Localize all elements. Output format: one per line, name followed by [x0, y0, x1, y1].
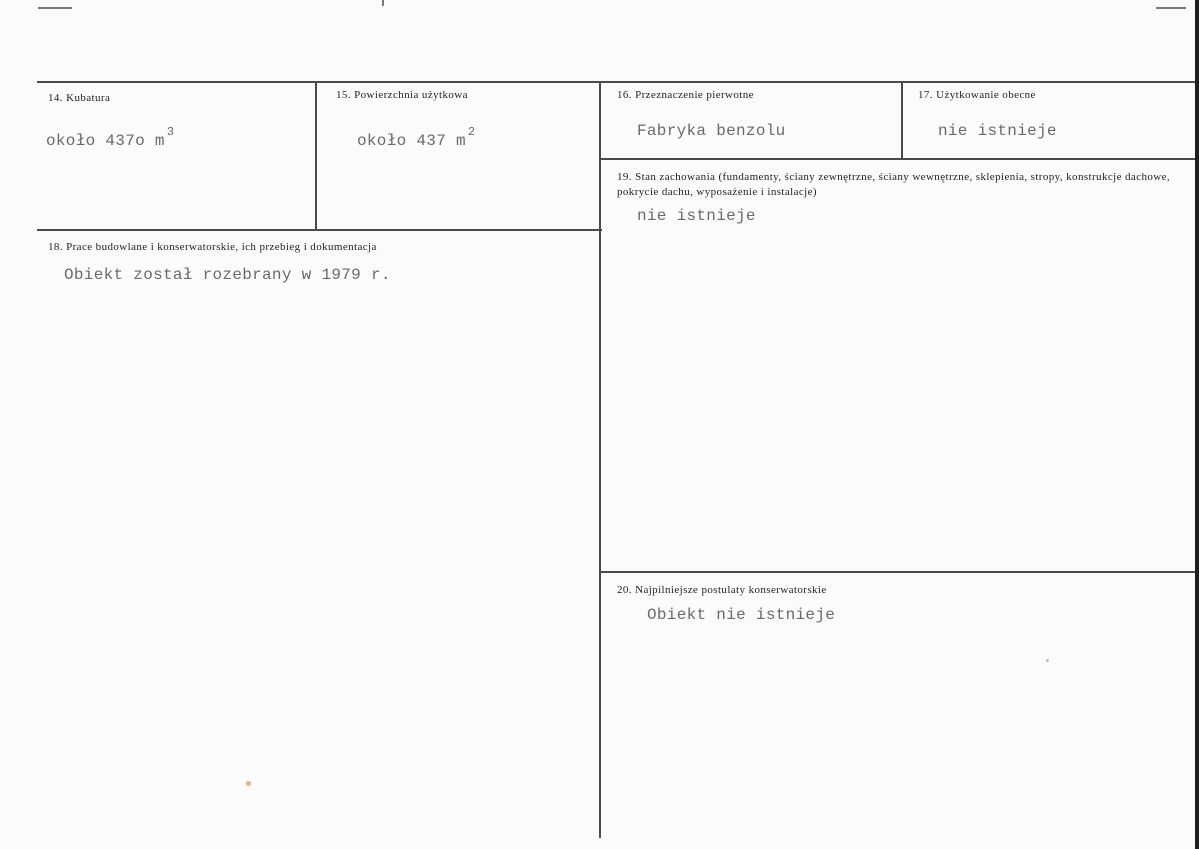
field-19-value: nie istnieje	[637, 207, 756, 225]
field-20-value: Obiekt nie istnieje	[647, 606, 836, 624]
field-15-value-text: około 437 m	[357, 132, 466, 150]
field-19-label: 19. Stan zachowania (fundamenty, ściany zewnętrzne, ściany wewnętrzne, sklepienia, stropy, konstrukcje dachowe, pokrycie dachu, wyposażenie i instalacje)	[617, 171, 1171, 198]
field-18-label: 18. Prace budowlane i konserwatorskie, ich przebieg i dokumentacja	[48, 241, 377, 253]
field-15-value	[357, 125, 475, 150]
field-20-label: 20. Najpilniejsze postulaty konserwatorskie	[617, 584, 827, 596]
field-16-label: 16. Przeznaczenie pierwotne	[617, 89, 754, 101]
top-left-mark	[38, 7, 72, 9]
top-right-mark	[1156, 7, 1186, 9]
paper-speck	[1046, 659, 1049, 662]
field-18-value: Obiekt został rozebrany w 1979 r.	[64, 266, 391, 284]
top-center-mark	[382, 0, 384, 6]
field-14-exponent: 3	[166, 125, 175, 139]
paper-speck	[246, 781, 251, 786]
field-15-label: 15. Powierzchnia użytkowa	[336, 89, 468, 101]
field-14-value	[46, 125, 174, 150]
field-14-label: 14. Kubatura	[48, 92, 111, 104]
card-edge-shadow	[1195, 0, 1199, 849]
grid-line-row1-right	[600, 158, 1195, 160]
grid-line-v3	[901, 81, 903, 160]
grid-line-top	[37, 81, 1195, 83]
field-17-value: nie istnieje	[938, 122, 1057, 140]
field-16-value: Fabryka benzolu	[637, 122, 786, 140]
grid-line-field20-top	[600, 571, 1195, 573]
field-15-exponent: 2	[467, 125, 476, 139]
field-17-label: 17. Użytkowanie obecne	[918, 89, 1036, 101]
grid-line-v2	[599, 81, 601, 838]
field-14-value-text: około 437o m	[46, 132, 165, 150]
grid-line-row1-left	[37, 229, 602, 231]
grid-line-v1	[315, 81, 317, 231]
